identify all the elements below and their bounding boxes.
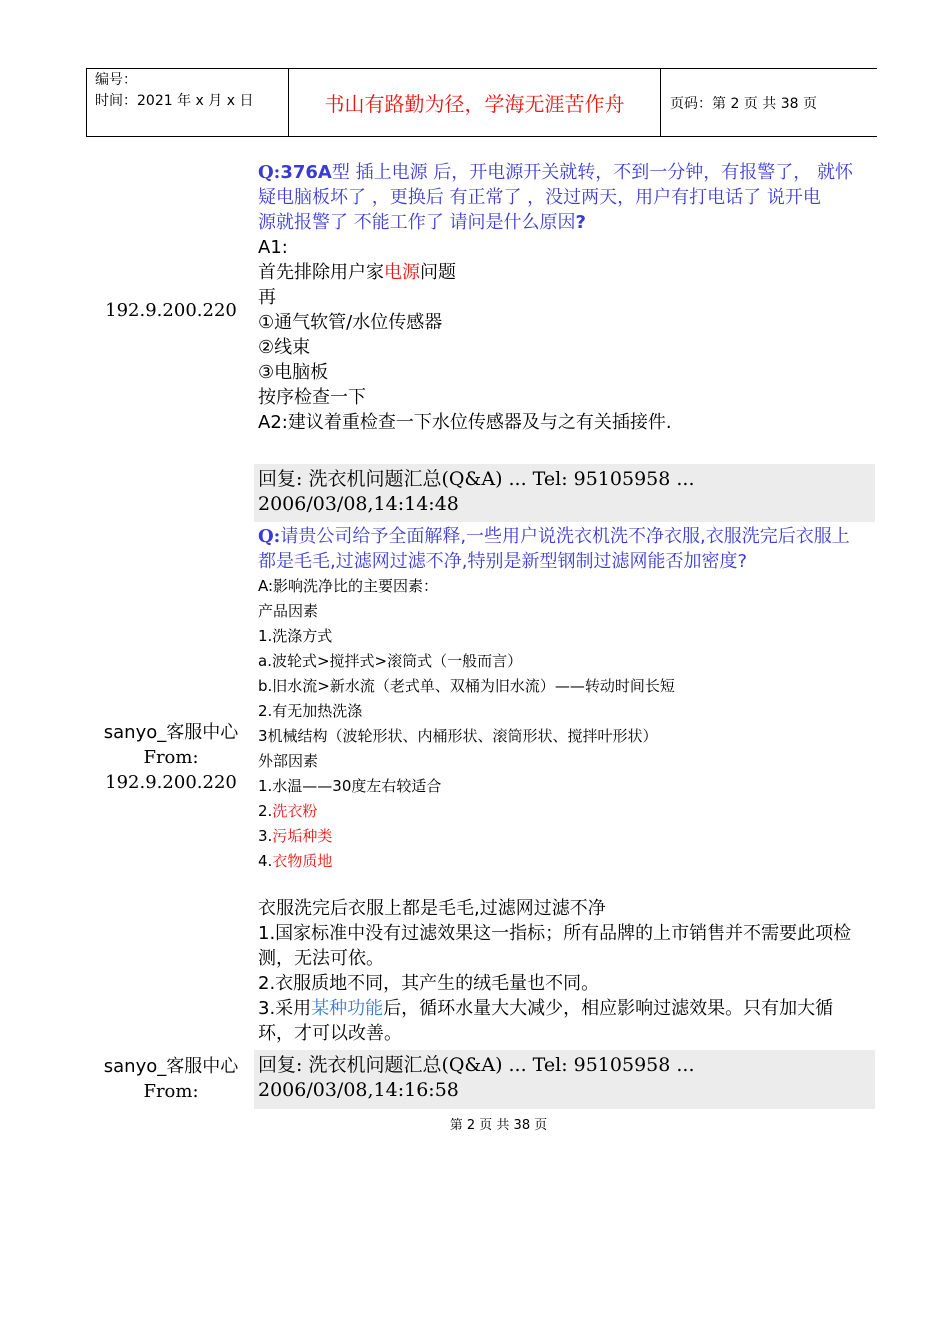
post1-a1-line5: ③电脑板	[258, 362, 329, 383]
reply1-date: 2006/03/08,14:14:48	[258, 493, 459, 515]
post3-author: sanyo_客服中心	[103, 1056, 239, 1077]
answer-line: A:影响洗净比的主要因素：	[258, 577, 439, 595]
red-item	[258, 799, 878, 824]
post1-q-line3-wrap	[258, 210, 892, 235]
header-meta-cell	[87, 69, 289, 136]
post1-author: 192.9.200.220	[105, 300, 237, 321]
reply2-title: 回复: 洗衣机问题汇总(Q&A) ... Tel: 95105958 ...	[258, 1054, 695, 1076]
answer-line: 产品因素	[258, 602, 319, 620]
post1-a1-line2: 再	[258, 287, 276, 308]
post3-from: From:	[143, 1081, 199, 1102]
followup-line5-post: 后，循环水量大大减少，相应影响过滤效果。只有加大循	[383, 998, 834, 1019]
followup-line2: 1.国家标准中没有过滤效果这一指标；所有品牌的上市销售并不需要此项检	[258, 923, 852, 944]
followup-line5-pre: 3.采用	[258, 998, 312, 1019]
post2-q-line2: 都是毛毛,过滤网过滤不净,特别是新型钢制过滤网能否加密度?	[258, 551, 747, 572]
post1-a1-line1-red: 电源	[384, 262, 420, 283]
page-header-table	[86, 68, 877, 137]
post1-q-model: 376A	[280, 162, 332, 183]
reply1-title: 回复: 洗衣机问题汇总(Q&A) ... Tel: 95105958 ...	[258, 468, 695, 490]
post1-q-line2: 疑电脑板坏了 ，更换后 有正常了 ，没过两天，用户有打电话了 说开电	[258, 187, 821, 208]
post1-q-prefix: Q:	[258, 162, 281, 183]
post1-body	[258, 160, 892, 435]
post2-question	[258, 524, 892, 574]
answer-line: 3机械结构（波轮形状、内桶形状、滚筒形状、搅拌叶形状）	[258, 727, 658, 745]
post1-a1-line4: ②线束	[258, 337, 311, 358]
post1-q-line3: 源就报警了 不能工作了 请问是什么原因	[258, 212, 576, 233]
doc-number-label: 编号：	[95, 72, 137, 88]
post1-a1-line3: ①通气软管/水位传感器	[258, 312, 443, 333]
post3-author-block	[89, 1054, 253, 1104]
red-item-num: 3.	[258, 827, 273, 845]
red-item-text: 衣物质地	[272, 852, 333, 870]
answer-line: 外部因素	[258, 752, 319, 770]
post2-author: sanyo_客服中心	[103, 722, 239, 743]
post1-a1-line6: 按序检查一下	[258, 387, 366, 408]
answer-line: a.波轮式>搅拌式>滚筒式（一般而言）	[258, 652, 523, 670]
post2-q-prefix: Q:	[258, 526, 281, 547]
post1-question	[258, 160, 892, 185]
answer-line: 2.有无加热洗涤	[258, 702, 363, 720]
red-item-num: 4.	[258, 852, 273, 870]
reply2-header	[254, 1050, 875, 1109]
header-motto: 书山有路勤为径，学海无涯苦作舟	[289, 69, 661, 136]
post2-author-block	[89, 720, 253, 795]
post1-q-mark: ?	[575, 212, 586, 233]
red-item-text: 洗衣粉	[272, 802, 318, 820]
followup-line6: 环，才可以改善。	[258, 1023, 402, 1044]
post2-from: From:	[143, 747, 199, 768]
answer-line: b.旧水流>新水流（老式单、双桶为旧水流）——转动时间长短	[258, 677, 675, 695]
post1-a1-label: A1:	[258, 237, 288, 258]
page-footer: 第 2 页 共 38 页	[449, 1118, 548, 1133]
followup-line3: 测，无法可依。	[258, 948, 384, 969]
red-item-text: 污垢种类	[272, 827, 333, 845]
answer-line: 1.水温——30度左右较适合	[258, 777, 442, 795]
followup-line5	[258, 996, 892, 1021]
red-item	[258, 824, 878, 849]
header-page-number: 页码：第 2 页 共 38 页	[670, 95, 817, 112]
post1-a2: A2:建议着重检查一下水位传感器及与之有关插接件.	[258, 412, 672, 433]
post2-q-line1: 请贵公司给予全面解释,一些用户说洗衣机洗不净衣服,衣服洗完后衣服上	[280, 526, 850, 547]
reply1-header	[254, 464, 875, 522]
red-item	[258, 849, 878, 874]
post1-a1-line1-post: 问题	[420, 262, 456, 283]
post1-a1-line1-pre: 首先排除用户家	[258, 262, 384, 283]
red-item-num: 2.	[258, 802, 273, 820]
post2-answer	[258, 574, 878, 874]
post2-ip: 192.9.200.220	[105, 772, 237, 793]
followup-line1: 衣服洗完后衣服上都是毛毛,过滤网过滤不净	[258, 898, 606, 919]
doc-time-label: 时间：2021 年 x 月 x 日	[95, 93, 254, 109]
post1-q-line1: 型 插上电源 后，开电源开关就转，不到一分钟，有报警了， 就怀	[331, 162, 854, 183]
post2-followup	[258, 896, 892, 1046]
answer-line: 1.洗涤方式	[258, 627, 333, 645]
post1-a1-line1	[258, 260, 892, 285]
followup-line4: 2.衣服质地不同，其产生的绒毛量也不同。	[258, 973, 600, 994]
post2-q-line1-wrap	[258, 524, 892, 549]
reply2-date: 2006/03/08,14:16:58	[258, 1079, 459, 1101]
followup-line5-blue: 某种功能	[311, 998, 384, 1019]
